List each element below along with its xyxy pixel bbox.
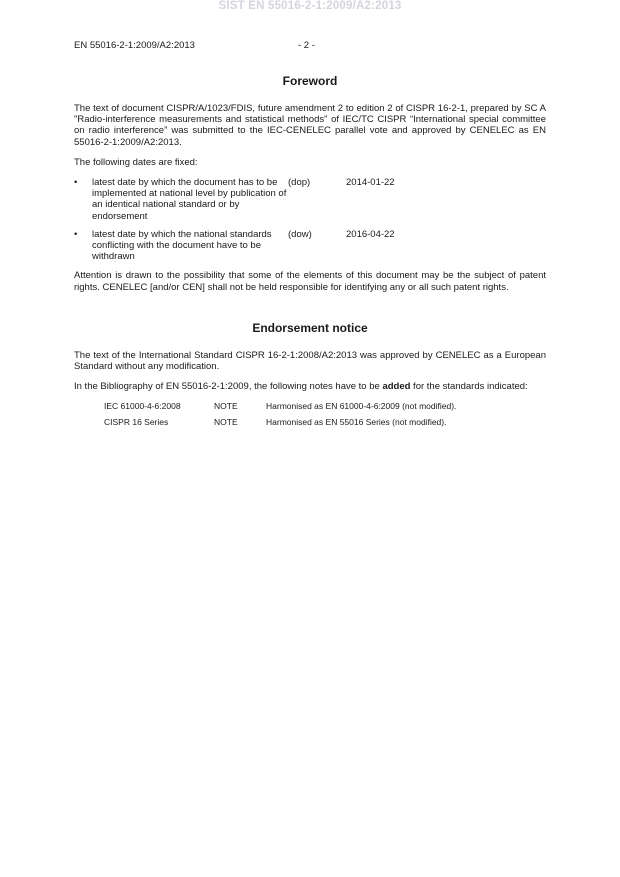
notes-table [104, 401, 546, 428]
date-value: 2016-04-22 [346, 228, 395, 240]
bibliography-text-start: In the Bibliography of EN 55016-2-1:2009, the following notes have to be [74, 381, 383, 393]
date-description: latest date by which the national standards conflicting with the document have to be withdrawn [92, 228, 272, 263]
endorsement-paragraph: The text of the International Standard CISPR 16-2-1:2008/A2:2013 was approved by CENELEC as a European Standard without any modification. [74, 349, 546, 373]
watermark: SIST EN 55016-2-1:2009/A2:2013 [218, 0, 402, 12]
foreword-heading: Foreword [282, 74, 338, 88]
note-text: Harmonised as EN 55016 Series (not modified). [266, 417, 447, 428]
bullet-icon: • [74, 228, 78, 240]
dates-list [74, 177, 546, 262]
running-header-document-id: EN 55016-2-1:2009/A2:2013 [74, 40, 195, 51]
bullet-icon: • [74, 177, 78, 189]
page-body [74, 74, 546, 433]
note-standard: CISPR 16 Series [104, 417, 169, 428]
note-row [104, 417, 546, 428]
date-abbreviation: (dop) [288, 177, 311, 189]
note-standard: IEC 61000-4-6:2008 [104, 401, 181, 412]
date-value: 2014-01-22 [346, 177, 395, 189]
foreword-paragraph: The text of document CISPR/A/1023/FDIS, future amendment 2 to edition 2 of CISPR 16-2-1, prepared by SC A "Radio-interference measurements and statistical methods" of IEC/TC CISPR “International special committee on radio interference” was submitted to the IEC-CENELEC parallel vote and approved by CENELEC as EN 55016-2-1:2009/A2:2013. [74, 103, 546, 148]
date-item-dow [74, 229, 546, 263]
date-abbreviation: (dow) [288, 228, 312, 240]
endorsement-heading: Endorsement notice [252, 320, 368, 335]
patent-rights-paragraph: Attention is drawn to the possibility that some of the elements of this document may be the subject of patent rights. CENELEC [and/or CEN] shall not be held responsible for identifying any or all such patent rights. [74, 270, 546, 293]
date-item-dop [74, 177, 546, 222]
note-type: NOTE [214, 401, 238, 412]
bibliography-emphasis: added [382, 381, 411, 393]
dates-intro: The following dates are fixed: [74, 156, 198, 168]
note-type: NOTE [214, 417, 238, 428]
bibliography-paragraph [74, 381, 546, 392]
note-row [104, 401, 546, 412]
page-number: - 2 - [298, 40, 315, 51]
date-description: latest date by which the document has to be implemented at national level by publication of an identical national standard or by endorsement [92, 177, 287, 222]
bibliography-text-end: for the standards indicated: [410, 381, 528, 393]
note-text: Harmonised as EN 61000-4-6:2009 (not modified). [266, 401, 457, 412]
